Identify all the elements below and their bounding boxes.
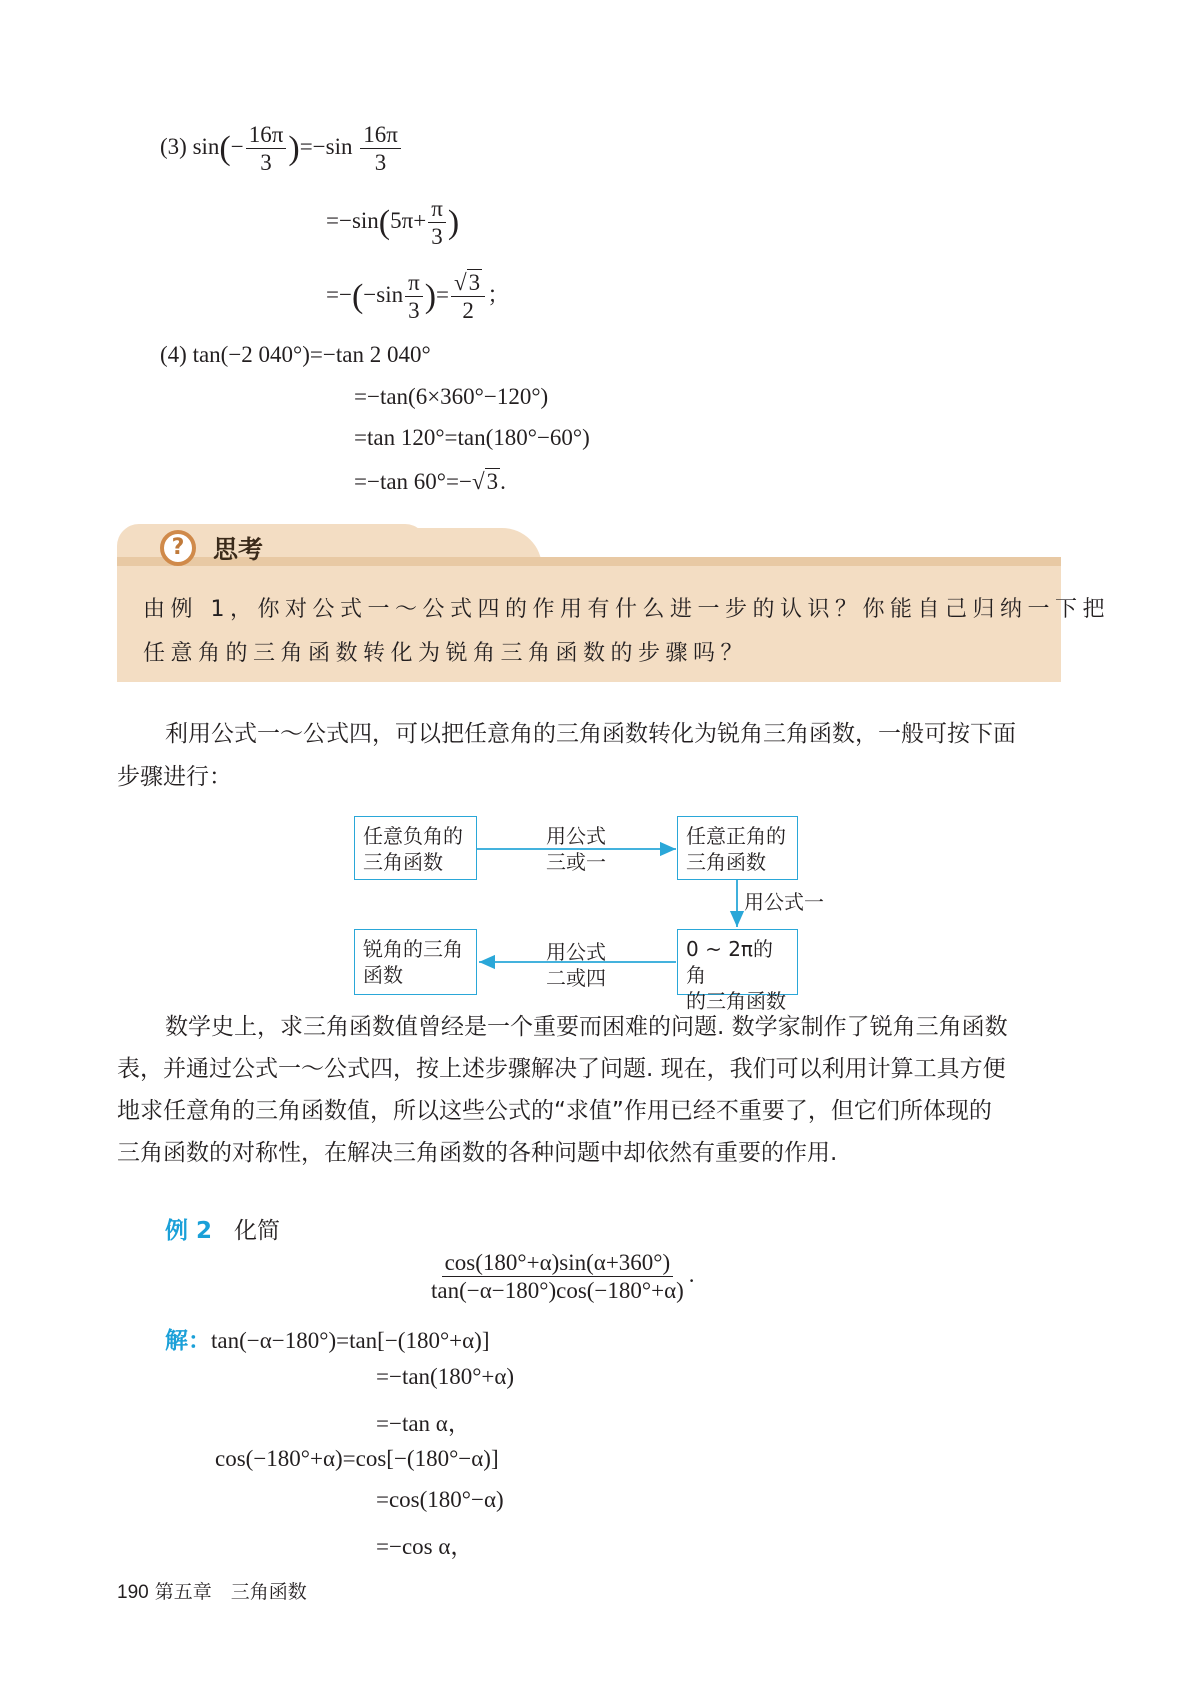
solution-3-line-3: =−(−sin $\frac{\pi}{3}$ )= $\frac{√3}{2}$ ； xyxy=(326,270,511,324)
page-number: 190 xyxy=(117,1582,149,1603)
example-2-expression: $\frac{\cos(180^\circ+\alpha)\sin(\alpha+360^\circ)}{\tan(-\alpha-180^\circ)\cos(-180^\circ+\alpha)}$ . xyxy=(431,1250,695,1304)
think-title: 思考 xyxy=(213,535,264,564)
page-footer xyxy=(117,1577,307,1604)
example-2-heading xyxy=(165,1212,280,1245)
fraction-pi-over-3: $\frac{\pi}{3}$ xyxy=(428,196,446,250)
solution-label: 解： xyxy=(165,1328,211,1354)
solution-4-line-1: (4) tan(−2 040°)=−tan 2 040° xyxy=(160,342,431,367)
solution-3-label: (3) xyxy=(160,134,187,160)
chapter-title: 第五章 三角函数 xyxy=(154,1581,307,1603)
flow-box-negative-angle: 任意负角的 三角函数 xyxy=(354,816,477,880)
solution-3-line-2: =−sin(5π+ $\frac{\pi}{3}$ ) xyxy=(326,196,460,250)
para-1-line-1: 利用公式一～公式四，可以把任意角的三角函数转化为锐角三角函数，一般可按下面 xyxy=(165,721,1016,747)
para-1-line-2: 步骤进行： xyxy=(117,764,232,790)
flow-label-formula-3-or-1: 用公式 三或一 xyxy=(546,824,606,874)
fraction-16pi-over-3: $\frac{16\pi}{3}$ xyxy=(246,122,287,176)
para-2-line-4: 三角函数的对称性，在解决三角函数的各种问题中却依然有重要的作用. xyxy=(117,1140,838,1166)
fraction-pi-over-3-b: $\frac{\pi}{3}$ xyxy=(405,270,423,324)
solution-4-label: (4) xyxy=(160,342,187,367)
para-2-line-3: 地求任意角的三角函数值，所以这些公式的“求值”作用已经不重要了，但它们所体现的 xyxy=(117,1098,992,1124)
solution-4-line-4: =−tan 60°=−√3. xyxy=(354,469,506,494)
solution-line-6: =−cos α， xyxy=(376,1534,474,1559)
flow-label-formula-1: 用公式一 xyxy=(744,890,824,914)
para-2-line-2: 表，并通过公式一～公式四，按上述步骤解决了问题. 现在，我们可以利用计算工具方便 xyxy=(117,1056,1006,1082)
solution-line-1: 解：tan(−α−180°)=tan[−(180°+α)] xyxy=(165,1328,490,1354)
fraction-16pi-over-3-b: $\frac{16\pi}{3}$ xyxy=(360,122,401,176)
flow-box-acute-angle: 锐角的三角 函数 xyxy=(354,929,477,995)
flow-box-positive-angle: 任意正角的 三角函数 xyxy=(677,816,798,880)
think-line-2: 任意角的三角函数转化为锐角三角函数的步骤吗？ xyxy=(143,641,749,666)
flow-label-formula-2-or-4: 用公式 二或四 xyxy=(546,940,606,990)
example-2-label: 例 2 xyxy=(165,1218,213,1244)
para-2-line-1: 数学史上，求三角函数值曾经是一个重要而困难的问题. 数学家制作了锐角三角函数 xyxy=(165,1014,1008,1040)
solution-line-5: =cos(180°−α) xyxy=(376,1487,504,1512)
question-icon: ? xyxy=(160,530,196,566)
solution-4-line-2: =−tan(6×360°−120°) xyxy=(354,384,549,409)
solution-line-3: =−tan α， xyxy=(376,1411,471,1436)
flow-box-0-2pi-angle: 0 ~ 2π的角 的三角函数 xyxy=(677,929,798,995)
example-2-title: 化简 xyxy=(234,1218,281,1244)
solution-line-4: cos(−180°+α)=cos[−(180°−α)] xyxy=(215,1446,499,1471)
think-line-1: 由例 1，你对公式一～公式四的作用有什么进一步的认识？你能自己归纳一下把 xyxy=(143,597,1110,622)
solution-line-2: =−tan(180°+α) xyxy=(376,1364,515,1389)
solution-4-line-3: =tan 120°=tan(180°−60°) xyxy=(354,425,590,450)
fraction-sqrt3-over-2: $\frac{√3}{2}$ xyxy=(451,270,485,324)
solution-3-line-1: (3) sin(− $\frac{16\pi}{3}$ )=−sin $\frac{16\pi}{3}$ xyxy=(160,122,403,176)
